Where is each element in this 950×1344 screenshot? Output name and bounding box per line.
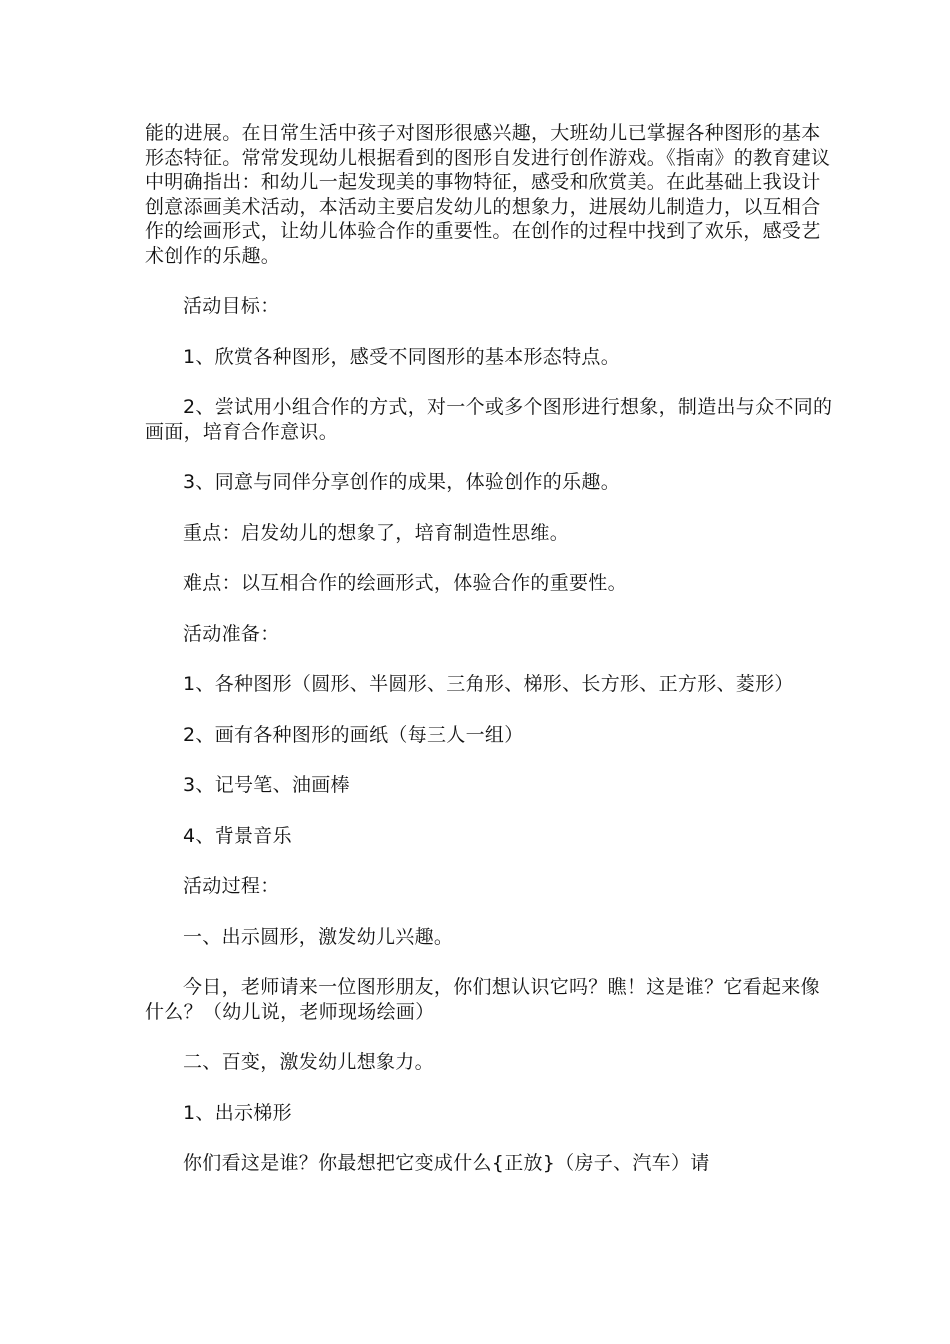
goal-item-2: 2、尝试用小组合作的方式，对一个或多个图形进行想象，制造出与众不同的画面，培育合作意识。 (145, 396, 833, 443)
goal-item-1: 1、欣赏各种图形，感受不同图形的基本形态特点。 (183, 345, 620, 368)
difficult-point: 难点：以互相合作的绘画形式，体验合作的重要性。 (183, 572, 627, 594)
goal-item-3: 3、同意与同伴分享创作的成果，体验创作的乐趣。 (183, 471, 620, 493)
preparation-item-4: 4、背景音乐 (183, 824, 292, 847)
preparation-item-2: 2、画有各种图形的画纸（每三人一组） (183, 723, 524, 746)
process-step-1-text: 今日，老师请来一位图形朋友，你们想认识它吗？瞧！这是谁？它看起来像什么？（幼儿说，老师现场绘画） (145, 976, 820, 1023)
process-step-2-item-1-text: 你们看这是谁？你最想把它变成什么{正放}（房子、汽车）请 (183, 1152, 710, 1174)
process-step-2-heading: 二、百变，激发幼儿想象力。 (183, 1051, 434, 1073)
paragraph-intro-continuation: 能的进展。在日常生活中孩子对图形很感兴趣，大班幼儿已掌握各种图形的基本形态特征。常常发现幼儿根据看到的图形自发进行创作游戏。《指南》的教育建议中明确指出：和幼儿一起发现美的事物特征，感受和欣赏美。在此基础上我设计创意添画美术活动，本活动主要启发幼儿的想象力，进展幼儿制造力，以互相合作的绘画形式，让幼儿体验合作的重要性。在创作的过程中找到了欢乐，感受艺术创作的乐趣。 (145, 122, 831, 267)
process-step-2-item-1: 1、出示梯形 (183, 1101, 292, 1124)
key-point: 重点：启发幼儿的想象了，培育制造性思维。 (183, 521, 570, 544)
heading-activity-goals: 活动目标： (183, 295, 280, 317)
preparation-item-3: 3、记号笔、油画棒 (183, 774, 350, 796)
document-body (145, 121, 837, 1202)
preparation-item-1: 1、各种图形（圆形、半圆形、三角形、梯形、长方形、正方形、菱形） (183, 673, 794, 695)
heading-activity-process: 活动过程： (183, 875, 280, 897)
heading-activity-preparation: 活动准备： (183, 622, 280, 645)
process-step-1-heading: 一、出示圆形，激发幼儿兴趣。 (183, 925, 454, 948)
